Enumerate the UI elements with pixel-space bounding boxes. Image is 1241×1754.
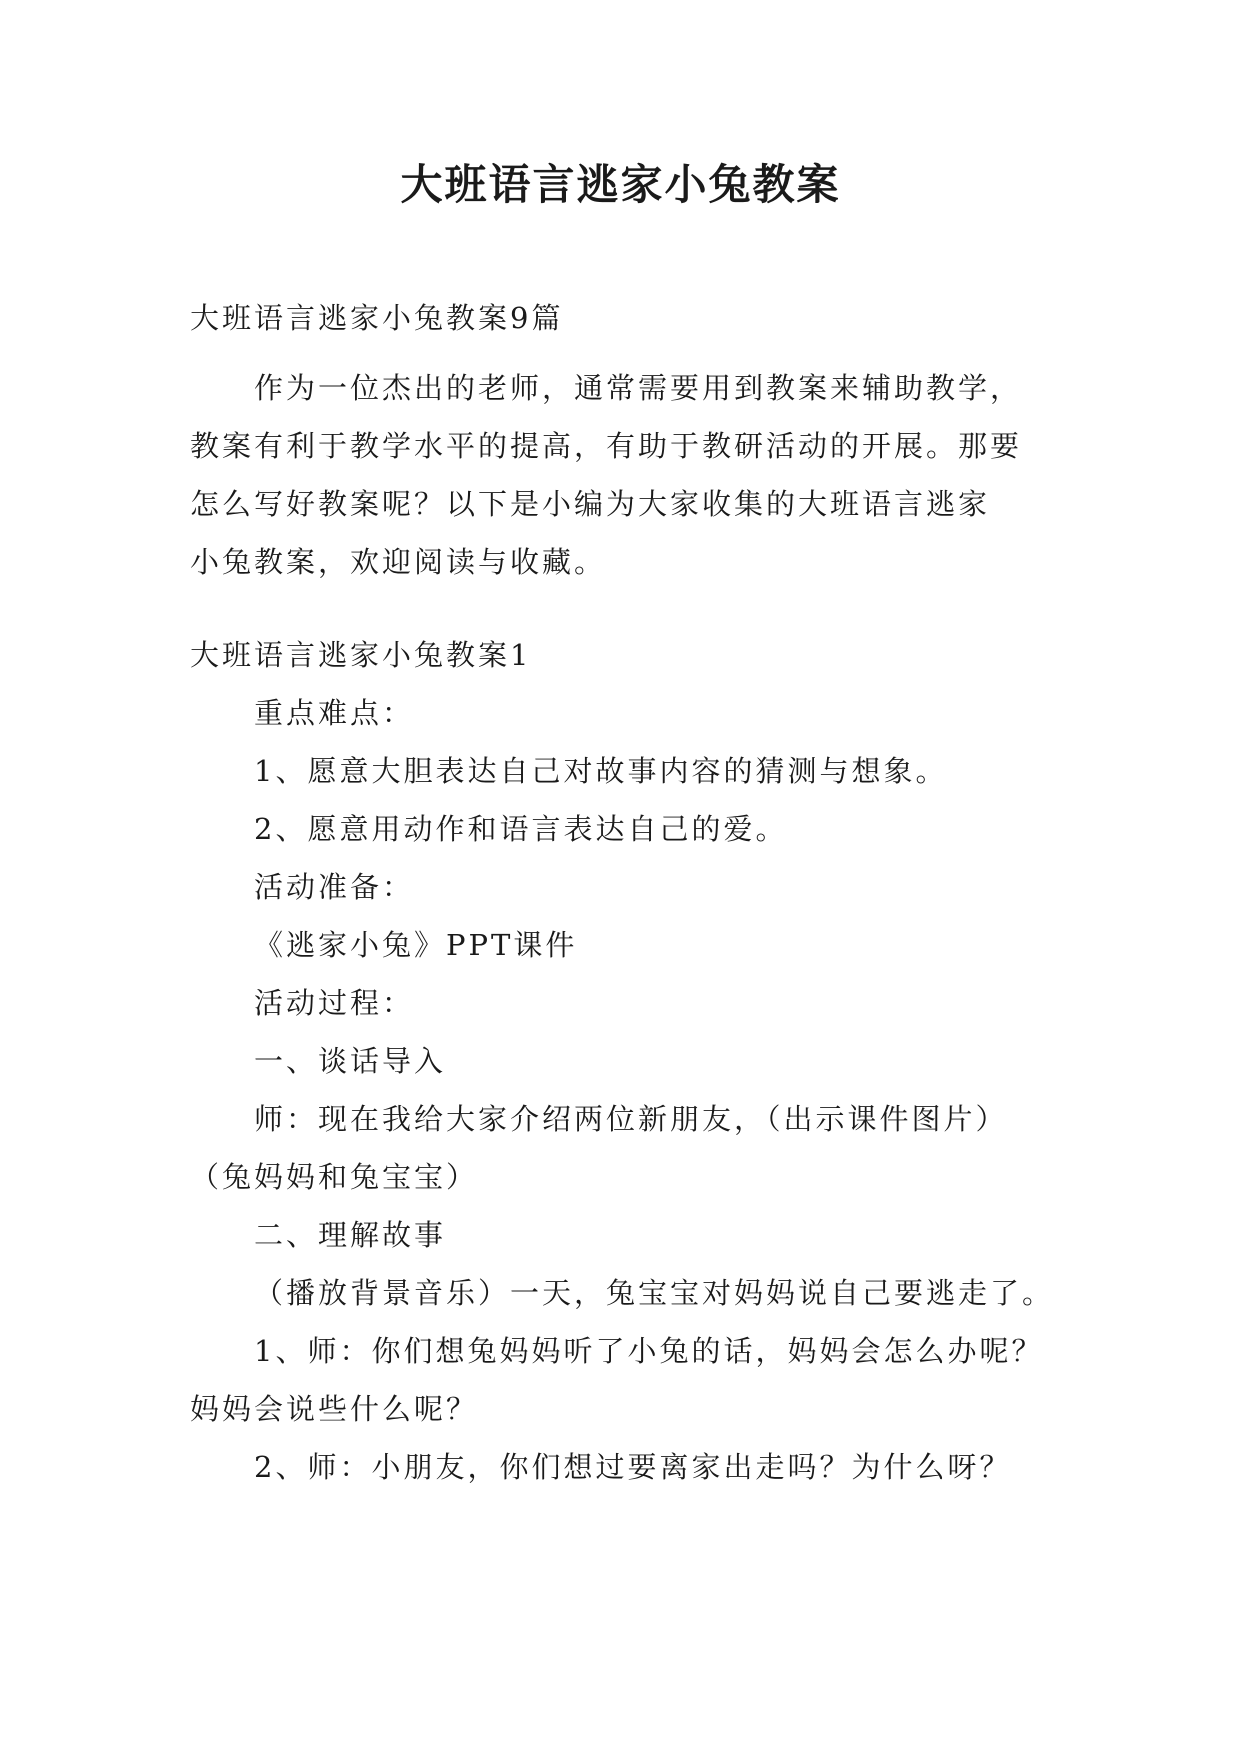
key-point-1: 1、愿意大胆表达自己对故事内容的猜测与想象。: [254, 754, 948, 788]
question-1-b: 妈妈会说些什么呢？: [190, 1392, 479, 1426]
step-1-text-a: 师：现在我给大家介绍两位新朋友，（出示课件图片）: [254, 1102, 1008, 1136]
question-2: 2、师：小朋友，你们想过要离家出走吗？为什么呀？: [254, 1450, 1012, 1484]
key-points-label: 重点难点：: [254, 696, 415, 730]
intro-line-1: 作为一位杰出的老师，通常需要用到教案来辅助教学，: [254, 371, 1023, 405]
question-1-a: 1、师：你们想兔妈妈听了小兔的话，妈妈会怎么办呢？: [254, 1334, 1044, 1368]
document-title: 大班语言逃家小兔教案: [400, 160, 841, 209]
intro-line-4: 小兔教案，欢迎阅读与收藏。: [190, 545, 607, 579]
process-label: 活动过程：: [254, 986, 415, 1020]
key-point-2: 2、愿意用动作和语言表达自己的爱。: [254, 812, 788, 846]
intro-line-2: 教案有利于教学水平的提高，有助于教研活动的开展。那要: [190, 429, 1023, 463]
prep-label: 活动准备：: [254, 870, 415, 904]
step-1-text-b: （兔妈妈和兔宝宝）: [190, 1160, 479, 1194]
prep-item: 《逃家小兔》PPT课件: [254, 928, 578, 962]
step-2-text: （播放背景音乐）一天，兔宝宝对妈妈说自己要逃走了。: [254, 1276, 1055, 1310]
section-heading: 大班语言逃家小兔教案1: [190, 638, 532, 672]
document-subtitle: 大班语言逃家小兔教案9篇: [190, 301, 564, 335]
step-2-title: 二、理解故事: [254, 1218, 447, 1252]
step-1-title: 一、谈话导入: [254, 1044, 447, 1078]
intro-line-3: 怎么写好教案呢？以下是小编为大家收集的大班语言逃家: [190, 487, 991, 521]
